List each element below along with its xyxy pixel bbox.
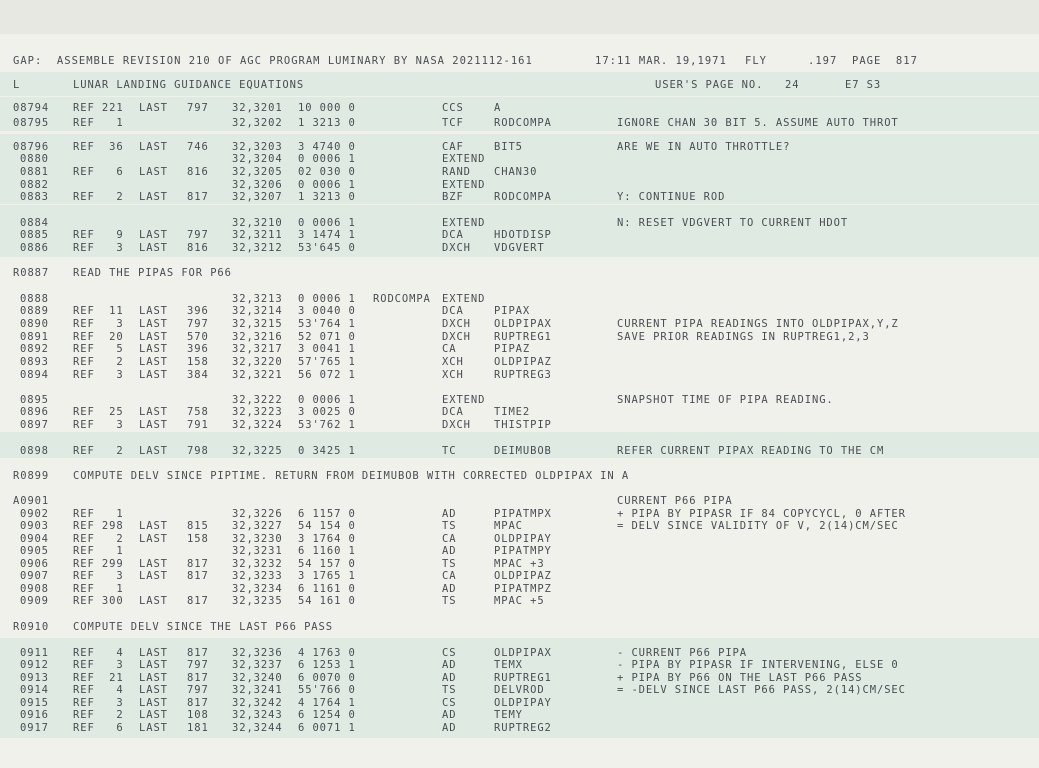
col-op: TS xyxy=(442,520,457,532)
col-operand: RUPTREG1 xyxy=(494,672,552,684)
col-ref: REF 11 xyxy=(73,305,124,317)
col-line: 0903 xyxy=(20,520,49,532)
col-operand: DELVROD xyxy=(494,684,545,696)
col-line: 0880 xyxy=(20,153,49,165)
col-addr: 32,3215 xyxy=(232,318,283,330)
col-op: CA xyxy=(442,570,457,582)
col-line: 0905 xyxy=(20,545,49,557)
header-seq: .197 xyxy=(808,55,838,67)
col-lastnum: 817 xyxy=(187,647,209,659)
col-ref: REF 1 xyxy=(73,545,124,557)
col-lastnum: 181 xyxy=(187,722,209,734)
col-operand: TIME2 xyxy=(494,406,531,418)
col-line: 0892 xyxy=(20,343,49,355)
col-word: 53'764 1 xyxy=(298,318,356,330)
col-line: 0913 xyxy=(20,672,49,684)
users-page-number: 24 xyxy=(785,79,800,91)
col-addr: 32,3227 xyxy=(232,520,283,532)
line-number: R0899 xyxy=(13,470,50,482)
col-operand: TEMX xyxy=(494,659,523,671)
col-ref: REF 3 xyxy=(73,318,124,330)
col-word: 10 000 0 xyxy=(298,102,356,114)
col-line: 0883 xyxy=(20,191,49,203)
col-label: RODCOMPA xyxy=(373,293,431,305)
col-addr: 32,3211 xyxy=(232,229,283,241)
col-addr: 32,3241 xyxy=(232,684,283,696)
sheet-id: E7 S3 xyxy=(845,79,882,91)
col-ref: REF 4 xyxy=(73,647,124,659)
col-line: 0914 xyxy=(20,684,49,696)
col-comment: - CURRENT P66 PIPA xyxy=(617,647,747,659)
col-op: AD xyxy=(442,709,457,721)
col-op: AD xyxy=(442,672,457,684)
col-op: BZF xyxy=(442,191,464,203)
col-operand: PIPAX xyxy=(494,305,531,317)
col-addr: 32,3224 xyxy=(232,419,283,431)
col-operand: RUPTREG3 xyxy=(494,369,552,381)
line-number: R0887 xyxy=(13,267,50,279)
col-operand: RUPTREG1 xyxy=(494,331,552,343)
col-lastnum: 758 xyxy=(187,406,209,418)
col-line: 0890 xyxy=(20,318,49,330)
col-word: 55'766 0 xyxy=(298,684,356,696)
col-op: TS xyxy=(442,684,457,696)
col-addr: 32,3210 xyxy=(232,217,283,229)
col-addr: 32,3225 xyxy=(232,445,283,457)
col-addr: 32,3214 xyxy=(232,305,283,317)
col-op: TCF xyxy=(442,117,464,129)
col-word: 0 0006 1 xyxy=(298,179,356,191)
col-ref: REF 9 xyxy=(73,229,124,241)
col-ref: REF 3 xyxy=(73,369,124,381)
col-lastnum: 817 xyxy=(187,672,209,684)
col-word: 57'765 1 xyxy=(298,356,356,368)
col-word: 0 0006 1 xyxy=(298,394,356,406)
col-word: 3 0040 0 xyxy=(298,305,356,317)
col-lastnum: 158 xyxy=(187,533,209,545)
col-operand: CHAN30 xyxy=(494,166,538,178)
col-op: CS xyxy=(442,697,457,709)
col-comment: CURRENT PIPA READINGS INTO OLDPIPAX,Y,Z xyxy=(617,318,899,330)
col-operand: OLDPIPAX xyxy=(494,647,552,659)
col-operand: BIT5 xyxy=(494,141,523,153)
col-comment: = DELV SINCE VALIDITY OF V, 2(14)CM/SEC xyxy=(617,520,899,532)
col-ref: REF 1 xyxy=(73,583,124,595)
col-operand: PIPATMPZ xyxy=(494,583,552,595)
col-word: 3 1474 1 xyxy=(298,229,356,241)
col-lastnum: 797 xyxy=(187,684,209,696)
col-addr: 32,3213 xyxy=(232,293,283,305)
col-addr: 32,3222 xyxy=(232,394,283,406)
col-last: LAST xyxy=(139,318,168,330)
col-line: 08795 xyxy=(13,117,50,129)
col-addr: 32,3203 xyxy=(232,141,283,153)
col-word: 02 030 0 xyxy=(298,166,356,178)
subheader-title: LUNAR LANDING GUIDANCE EQUATIONS xyxy=(73,79,305,91)
col-line: 0881 xyxy=(20,166,49,178)
col-word: 6 0070 0 xyxy=(298,672,356,684)
col-addr: 32,3216 xyxy=(232,331,283,343)
col-line: 0894 xyxy=(20,369,49,381)
col-last: LAST xyxy=(139,331,168,343)
col-comment: = -DELV SINCE LAST P66 PASS, 2(14)CM/SEC xyxy=(617,684,906,696)
col-comment: SNAPSHOT TIME OF PIPA READING. xyxy=(617,394,834,406)
col-last: LAST xyxy=(139,356,168,368)
col-word: 4 1763 0 xyxy=(298,647,356,659)
col-last: LAST xyxy=(139,141,168,153)
col-addr: 32,3206 xyxy=(232,179,283,191)
col-line: 0902 xyxy=(20,508,49,520)
col-line: A0901 xyxy=(13,495,50,507)
col-ref: REF 2 xyxy=(73,533,124,545)
col-word: 4 1764 1 xyxy=(298,697,356,709)
col-last: LAST xyxy=(139,722,168,734)
col-last: LAST xyxy=(139,102,168,114)
col-ref: REF 36 xyxy=(73,141,124,153)
col-comment: N: RESET VDGVERT TO CURRENT HDOT xyxy=(617,217,849,229)
col-last: LAST xyxy=(139,595,168,607)
col-operand: RODCOMPA xyxy=(494,191,552,203)
header-assembly-info: GAP: ASSEMBLE REVISION 210 OF AGC PROGRAM LUMINARY BY NASA 2021112-161 xyxy=(13,55,533,67)
col-word: 3 0025 0 xyxy=(298,406,356,418)
col-ref: REF 299 xyxy=(73,558,124,570)
col-ref: REF 3 xyxy=(73,242,124,254)
col-last: LAST xyxy=(139,445,168,457)
col-op: DXCH xyxy=(442,318,471,330)
col-operand: VDGVERT xyxy=(494,242,545,254)
col-ref: REF 3 xyxy=(73,419,124,431)
col-addr: 32,3220 xyxy=(232,356,283,368)
col-addr: 32,3230 xyxy=(232,533,283,545)
col-op: DXCH xyxy=(442,242,471,254)
col-ref: REF 6 xyxy=(73,722,124,734)
col-op: CCS xyxy=(442,102,464,114)
col-lastnum: 815 xyxy=(187,520,209,532)
col-addr: 32,3217 xyxy=(232,343,283,355)
col-word: 53'645 0 xyxy=(298,242,356,254)
col-op: EXTEND xyxy=(442,394,486,406)
col-operand: RODCOMPA xyxy=(494,117,552,129)
col-lastnum: 108 xyxy=(187,709,209,721)
col-lastnum: 396 xyxy=(187,343,209,355)
col-ref: REF 1 xyxy=(73,508,124,520)
col-line: 0911 xyxy=(20,647,49,659)
col-ref: REF 20 xyxy=(73,331,124,343)
col-line: 0885 xyxy=(20,229,49,241)
col-word: 3 1765 1 xyxy=(298,570,356,582)
col-op: CA xyxy=(442,343,457,355)
remark-text: COMPUTE DELV SINCE PIPTIME. RETURN FROM DEIMUBOB WITH CORRECTED OLDPIPAX IN A xyxy=(73,470,630,482)
col-line: 0912 xyxy=(20,659,49,671)
col-operand: RUPTREG2 xyxy=(494,722,552,734)
col-operand: THISTPIP xyxy=(494,419,552,431)
col-lastnum: 817 xyxy=(187,697,209,709)
col-line: 0886 xyxy=(20,242,49,254)
col-lastnum: 797 xyxy=(187,229,209,241)
col-last: LAST xyxy=(139,406,168,418)
col-addr: 32,3236 xyxy=(232,647,283,659)
col-line: 0904 xyxy=(20,533,49,545)
col-line: 0897 xyxy=(20,419,49,431)
col-comment: - PIPA BY PIPASR IF INTERVENING, ELSE 0 xyxy=(617,659,899,671)
col-word: 1 3213 0 xyxy=(298,117,356,129)
col-op: EXTEND xyxy=(442,293,486,305)
col-last: LAST xyxy=(139,369,168,381)
col-addr: 32,3207 xyxy=(232,191,283,203)
col-lastnum: 816 xyxy=(187,166,209,178)
col-line: 0917 xyxy=(20,722,49,734)
col-ref: REF 4 xyxy=(73,684,124,696)
subheader-marker: L xyxy=(13,79,21,91)
col-word: 6 0071 1 xyxy=(298,722,356,734)
col-word: 0 0006 1 xyxy=(298,217,356,229)
col-operand: PIPATMPX xyxy=(494,508,552,520)
col-last: LAST xyxy=(139,672,168,684)
col-operand: PIPAZ xyxy=(494,343,531,355)
col-lastnum: 158 xyxy=(187,356,209,368)
col-lastnum: 396 xyxy=(187,305,209,317)
col-lastnum: 570 xyxy=(187,331,209,343)
col-op: DXCH xyxy=(442,331,471,343)
col-word: 3 1764 0 xyxy=(298,533,356,545)
col-comment: IGNORE CHAN 30 BIT 5. ASSUME AUTO THROT xyxy=(617,117,899,129)
header-timestamp: 17:11 MAR. 19,1971 xyxy=(595,55,727,67)
col-op: CAF xyxy=(442,141,464,153)
col-op: AD xyxy=(442,545,457,557)
col-lastnum: 797 xyxy=(187,318,209,330)
col-ref: REF 6 xyxy=(73,166,124,178)
col-addr: 32,3235 xyxy=(232,595,283,607)
col-ref: REF 3 xyxy=(73,697,124,709)
col-last: LAST xyxy=(139,533,168,545)
col-op: DXCH xyxy=(442,419,471,431)
col-ref: REF 3 xyxy=(73,570,124,582)
col-op: DCA xyxy=(442,305,464,317)
col-addr: 32,3233 xyxy=(232,570,283,582)
col-last: LAST xyxy=(139,697,168,709)
col-last: LAST xyxy=(139,659,168,671)
col-word: 53'762 1 xyxy=(298,419,356,431)
col-word: 52 071 0 xyxy=(298,331,356,343)
col-comment: REFER CURRENT PIPAX READING TO THE CM xyxy=(617,445,885,457)
col-last: LAST xyxy=(139,684,168,696)
col-lastnum: 798 xyxy=(187,445,209,457)
col-ref: REF 5 xyxy=(73,343,124,355)
remark-text: READ THE PIPAS FOR P66 xyxy=(73,267,232,279)
col-last: LAST xyxy=(139,647,168,659)
col-op: AD xyxy=(442,659,457,671)
col-lastnum: 817 xyxy=(187,558,209,570)
col-word: 3 4740 0 xyxy=(298,141,356,153)
col-op: AD xyxy=(442,722,457,734)
col-operand: A xyxy=(494,102,502,114)
col-word: 0 0006 1 xyxy=(298,153,356,165)
col-op: CS xyxy=(442,647,457,659)
col-addr: 32,3232 xyxy=(232,558,283,570)
col-comment: SAVE PRIOR READINGS IN RUPTREG1,2,3 xyxy=(617,331,870,343)
col-op: XCH xyxy=(442,356,464,368)
col-addr: 32,3202 xyxy=(232,117,283,129)
col-word: 3 0041 1 xyxy=(298,343,356,355)
col-operand: OLDPIPAX xyxy=(494,318,552,330)
col-ref: REF 298 xyxy=(73,520,124,532)
col-addr: 32,3221 xyxy=(232,369,283,381)
col-op: TC xyxy=(442,445,457,457)
col-line: 0915 xyxy=(20,697,49,709)
col-last: LAST xyxy=(139,242,168,254)
col-ref: REF 25 xyxy=(73,406,124,418)
col-last: LAST xyxy=(139,305,168,317)
line-number: R0910 xyxy=(13,621,50,633)
col-word: 54 157 0 xyxy=(298,558,356,570)
col-word: 0 0006 1 xyxy=(298,293,356,305)
col-ref: REF 1 xyxy=(73,117,124,129)
col-op: AD xyxy=(442,508,457,520)
col-addr: 32,3205 xyxy=(232,166,283,178)
col-operand: MPAC +5 xyxy=(494,595,545,607)
col-op: EXTEND xyxy=(442,179,486,191)
col-word: 6 1161 0 xyxy=(298,583,356,595)
col-operand: MPAC xyxy=(494,520,523,532)
col-line: 0907 xyxy=(20,570,49,582)
col-addr: 32,3231 xyxy=(232,545,283,557)
col-op: TS xyxy=(442,558,457,570)
col-op: DCA xyxy=(442,229,464,241)
col-comment: + PIPA BY PIPASR IF 84 COPYCYCL, 0 AFTER xyxy=(617,508,906,520)
col-lastnum: 817 xyxy=(187,191,209,203)
col-operand: DEIMUBOB xyxy=(494,445,552,457)
col-line: 0898 xyxy=(20,445,49,457)
col-lastnum: 817 xyxy=(187,570,209,582)
col-word: 6 1253 1 xyxy=(298,659,356,671)
col-comment: + PIPA BY P66 ON THE LAST P66 PASS xyxy=(617,672,863,684)
col-op: RAND xyxy=(442,166,471,178)
col-operand: PIPATMPY xyxy=(494,545,552,557)
remark-text: COMPUTE DELV SINCE THE LAST P66 PASS xyxy=(73,621,333,633)
col-word: 54 154 0 xyxy=(298,520,356,532)
col-last: LAST xyxy=(139,419,168,431)
col-lastnum: 384 xyxy=(187,369,209,381)
col-last: LAST xyxy=(139,520,168,532)
col-last: LAST xyxy=(139,570,168,582)
col-word: 6 1157 0 xyxy=(298,508,356,520)
col-op: EXTEND xyxy=(442,217,486,229)
col-ref: REF 2 xyxy=(73,709,124,721)
col-operand: OLDPIPAY xyxy=(494,697,552,709)
col-last: LAST xyxy=(139,558,168,570)
col-op: AD xyxy=(442,583,457,595)
col-addr: 32,3243 xyxy=(232,709,283,721)
col-operand: TEMY xyxy=(494,709,523,721)
col-addr: 32,3223 xyxy=(232,406,283,418)
col-line: 08796 xyxy=(13,141,50,153)
col-operand: OLDPIPAY xyxy=(494,533,552,545)
col-op: DCA xyxy=(442,406,464,418)
col-line: 0891 xyxy=(20,331,49,343)
col-line: 0895 xyxy=(20,394,49,406)
col-ref: REF 221 xyxy=(73,102,124,114)
col-line: 0889 xyxy=(20,305,49,317)
col-ref: REF 2 xyxy=(73,445,124,457)
col-ref: REF 21 xyxy=(73,672,124,684)
col-comment: ARE WE IN AUTO THROTTLE? xyxy=(617,141,791,153)
col-word: 56 072 1 xyxy=(298,369,356,381)
col-word: 1 3213 0 xyxy=(298,191,356,203)
col-ref: REF 2 xyxy=(73,356,124,368)
col-op: XCH xyxy=(442,369,464,381)
col-last: LAST xyxy=(139,343,168,355)
col-addr: 32,3244 xyxy=(232,722,283,734)
col-addr: 32,3242 xyxy=(232,697,283,709)
col-op: TS xyxy=(442,595,457,607)
col-ref: REF 3 xyxy=(73,659,124,671)
col-line: 0888 xyxy=(20,293,49,305)
col-operand: MPAC +3 xyxy=(494,558,545,570)
col-operand: HDOTDISP xyxy=(494,229,552,241)
col-ref: REF 2 xyxy=(73,191,124,203)
col-last: LAST xyxy=(139,166,168,178)
col-lastnum: 817 xyxy=(187,595,209,607)
col-last: LAST xyxy=(139,191,168,203)
col-word: 6 1160 1 xyxy=(298,545,356,557)
col-lastnum: 746 xyxy=(187,141,209,153)
col-addr: 32,3234 xyxy=(232,583,283,595)
col-word: 6 1254 0 xyxy=(298,709,356,721)
col-line: 0893 xyxy=(20,356,49,368)
col-line: 0884 xyxy=(20,217,49,229)
col-line: 0882 xyxy=(20,179,49,191)
col-last: LAST xyxy=(139,229,168,241)
col-addr: 32,3237 xyxy=(232,659,283,671)
col-addr: 32,3201 xyxy=(232,102,283,114)
col-ref: REF 300 xyxy=(73,595,124,607)
header-page: PAGE 817 xyxy=(852,55,918,67)
paper-top-margin xyxy=(0,0,1039,34)
col-word: 0 3425 1 xyxy=(298,445,356,457)
col-op: CA xyxy=(442,533,457,545)
col-lastnum: 797 xyxy=(187,659,209,671)
col-line: 08794 xyxy=(13,102,50,114)
col-comment: CURRENT P66 PIPA xyxy=(617,495,733,507)
col-line: 0908 xyxy=(20,583,49,595)
col-line: 0909 xyxy=(20,595,49,607)
col-addr: 32,3226 xyxy=(232,508,283,520)
col-word: 54 161 0 xyxy=(298,595,356,607)
users-page-label: USER'S PAGE NO. xyxy=(655,79,764,91)
col-last: LAST xyxy=(139,709,168,721)
col-lastnum: 797 xyxy=(187,102,209,114)
col-line: 0916 xyxy=(20,709,49,721)
col-addr: 32,3212 xyxy=(232,242,283,254)
col-line: 0896 xyxy=(20,406,49,418)
col-comment: Y: CONTINUE ROD xyxy=(617,191,726,203)
col-lastnum: 791 xyxy=(187,419,209,431)
col-addr: 32,3204 xyxy=(232,153,283,165)
header-fly: FLY xyxy=(745,55,767,67)
col-op: EXTEND xyxy=(442,153,486,165)
col-line: 0906 xyxy=(20,558,49,570)
col-lastnum: 816 xyxy=(187,242,209,254)
col-addr: 32,3240 xyxy=(232,672,283,684)
col-operand: OLDPIPAZ xyxy=(494,356,552,368)
col-operand: OLDPIPAZ xyxy=(494,570,552,582)
